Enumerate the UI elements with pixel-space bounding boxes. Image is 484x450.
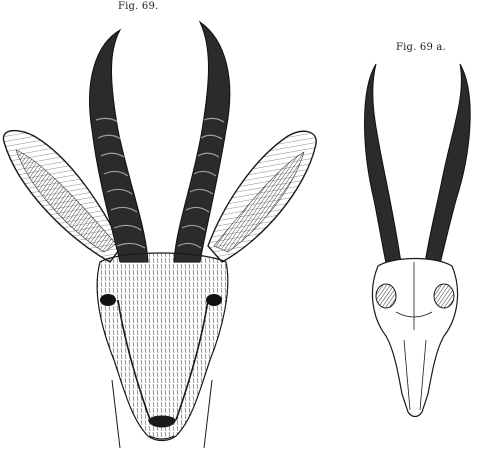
right-ear (208, 131, 316, 262)
figure-69-caption: Fig. 69. (118, 1, 159, 12)
right-eye (206, 294, 222, 306)
skull-cranium (372, 259, 457, 417)
gazelle-head (3, 22, 316, 448)
face (97, 253, 228, 448)
skull-right-orbit (434, 284, 454, 308)
figure-69a-caption: Fig. 69 a. (396, 42, 446, 53)
gazelle-skull (365, 64, 471, 417)
skull-right-horn (424, 64, 470, 272)
skull-left-orbit (376, 284, 396, 308)
left-eye (100, 294, 116, 306)
skull-left-horn (365, 64, 403, 272)
